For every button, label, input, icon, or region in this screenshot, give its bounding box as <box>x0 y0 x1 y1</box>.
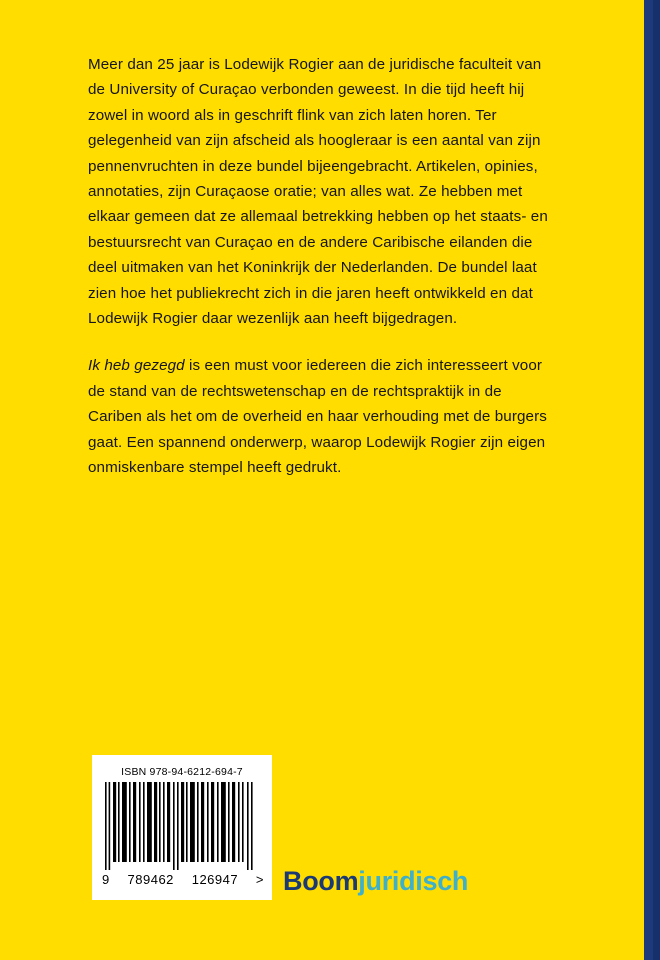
isbn-digit-group-end: > <box>255 872 264 887</box>
blurb-book-title: Ik heb gezegd <box>88 357 185 375</box>
isbn-digits-row <box>102 872 264 887</box>
blurb-paragraph-1: Meer dan 25 jaar is Lodewijk Rogier aan de juridische faculteit van de University of Curaçao verbonden geweest. In die tijd heeft hij zowel in woord als in geschrift flink van zich laten horen. Ter gelegenheid van zijn afscheid als hoogleraar is een aantal van zijn pennenvruchten in deze bundel bijeengebracht. Artikelen, opinies, annotaties, zijn Curaçaose oratie; van alles wat. Ze hebben met elkaar gemeen dat ze allemaal betrekking hebben op het staats- en bestuursrecht van Curaçao en de andere Caribische eilanden die deel uitmaken van het Koninkrijk der Nederlanden. De bundel laat zien hoe het publiekrecht zich in die jaren heeft ontwikkeld en dat Lodewijk Rogier daar wezenlijk aan heeft bijgedragen. <box>88 56 548 328</box>
isbn-digit-group-right: 126947 <box>191 872 239 887</box>
isbn-digit-group-left: 9 <box>102 872 110 887</box>
barcode-icon <box>103 782 261 870</box>
blurb-paragraph-2-rest: is een must voor iedereen die zich interesseert voor de stand van de rechtswetenschap en de rechtspraktijk in de Cariben als het om de overheid en haar verhouding met de burgers gaat. Een spannend onderwerp, waarop Lodewijk Rogier zijn eigen onmiskenbare stempel heeft gedrukt. <box>88 357 547 477</box>
spine-strip <box>644 0 660 960</box>
publisher-logo <box>283 866 468 897</box>
barcode-block <box>92 755 272 900</box>
publisher-name-juridisch: juridisch <box>358 866 469 896</box>
blurb-paragraph-2 <box>88 353 550 480</box>
publisher-name-boom: Boom <box>283 866 359 896</box>
isbn-label: ISBN 978-94-6212-694-7 <box>121 766 243 778</box>
spine-strip-inner <box>653 0 660 960</box>
blurb-text-block <box>88 52 550 481</box>
isbn-digit-group-middle: 789462 <box>127 872 174 887</box>
